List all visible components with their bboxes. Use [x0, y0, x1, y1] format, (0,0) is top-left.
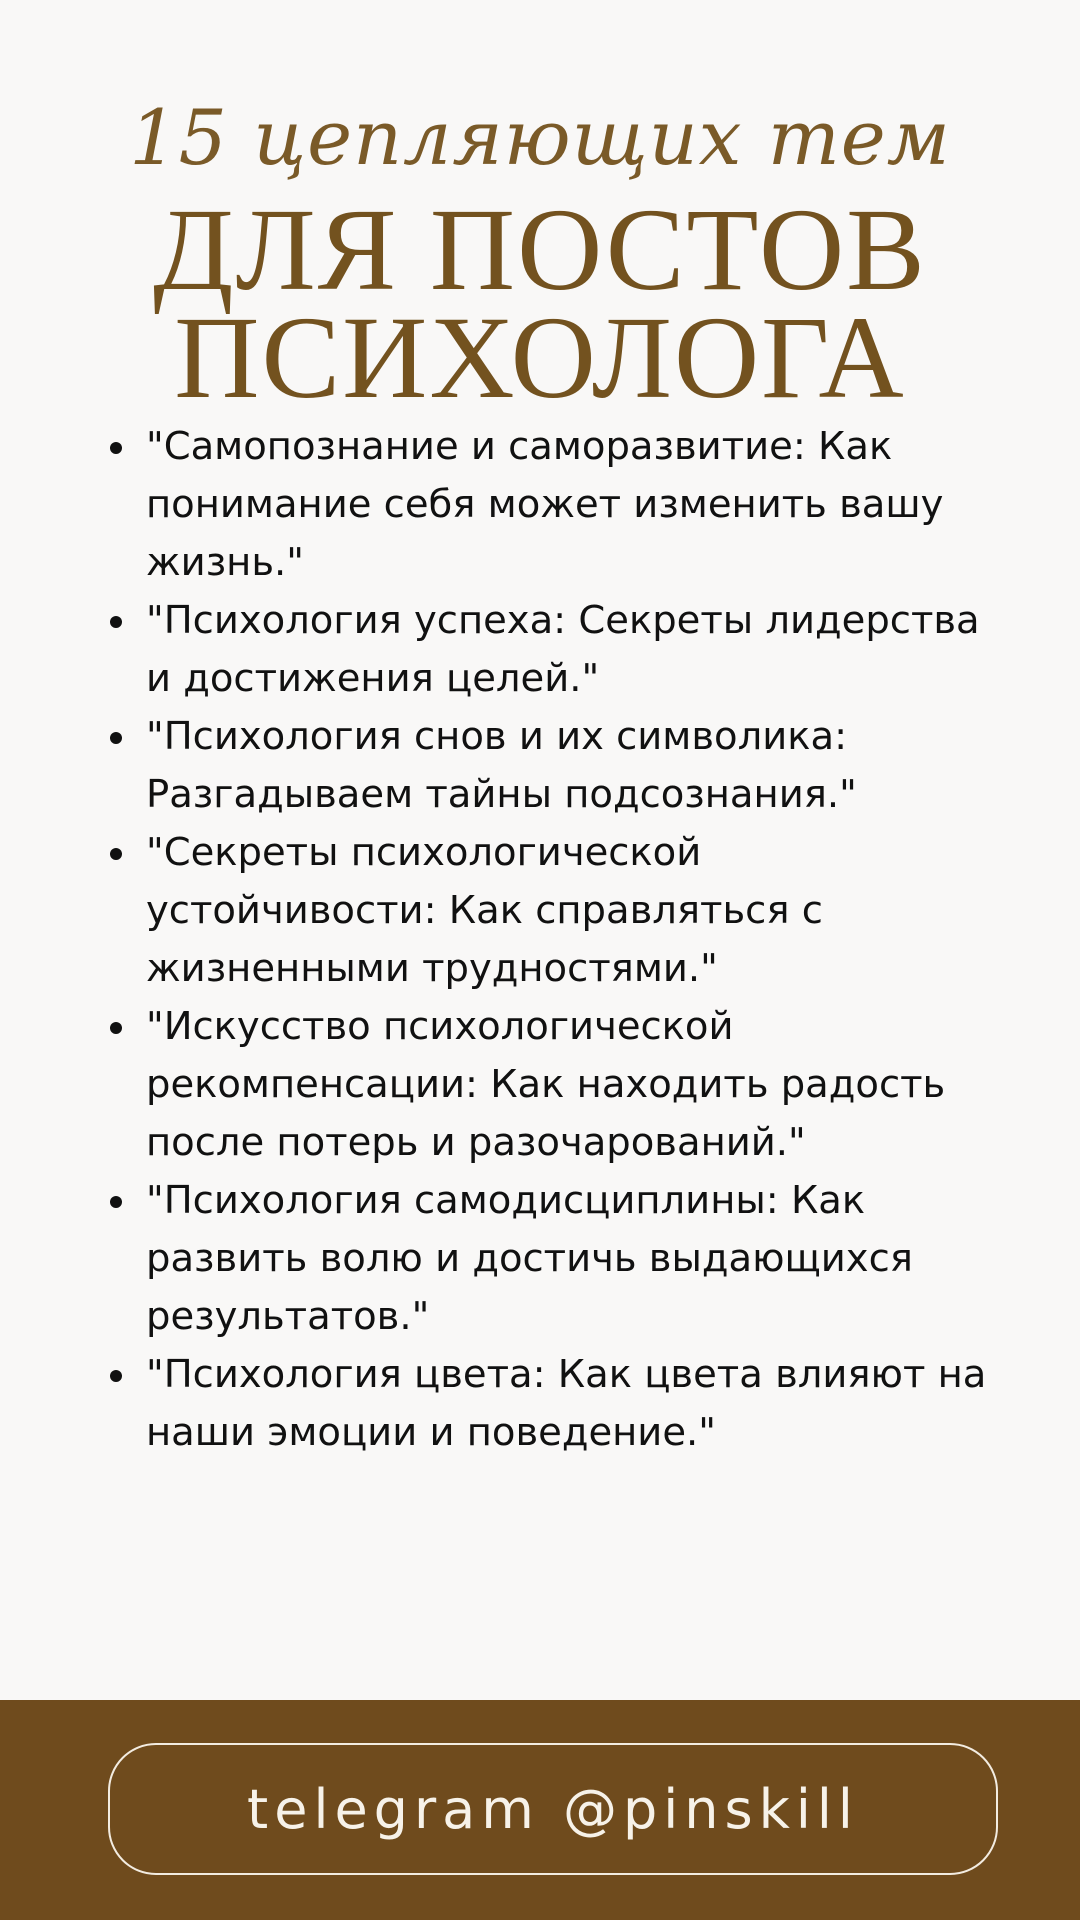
list-item	[100, 998, 1000, 1172]
bullet-icon	[110, 616, 122, 628]
list-item	[100, 824, 1000, 998]
topic-text: "Психология цвета: Как цвета влияют на наши эмоции и поведение."	[146, 1352, 987, 1455]
topic-text: "Искусство психологической рекомпенсации: Как находить радость после потерь и разочарований."	[146, 1004, 946, 1165]
list-item	[100, 708, 1000, 824]
topic-text: "Психология снов и их символика: Разгадываем тайны подсознания."	[146, 714, 857, 817]
main-title-line-1: ДЛЯ ПОСТОВ	[153, 184, 927, 315]
bullet-icon	[110, 1370, 122, 1382]
telegram-link-button[interactable]	[108, 1743, 998, 1875]
topic-text: "Психология самодисциплины: Как развить волю и достичь выдающихся результатов."	[146, 1178, 913, 1339]
list-item	[100, 418, 1000, 592]
footer-bar	[0, 1700, 1080, 1920]
list-item	[100, 1172, 1000, 1346]
topic-text: "Секреты психологической устойчивости: Как справляться с жизненными трудностями."	[146, 830, 823, 991]
header	[0, 90, 1080, 423]
telegram-handle: telegram @pinskill	[247, 1777, 859, 1841]
script-title: 15 цепляющих тем	[129, 93, 951, 182]
bullet-icon	[110, 442, 122, 454]
main-title-line-2: ПСИХОЛОГА	[174, 292, 906, 423]
topic-text: "Самопознание и саморазвитие: Как понимание себя может изменить вашу жизнь."	[146, 424, 944, 585]
bullet-icon	[110, 1022, 122, 1034]
list-item	[100, 592, 1000, 708]
topics-list	[100, 418, 1000, 1462]
main-title	[0, 184, 1080, 423]
bullet-icon	[110, 732, 122, 744]
bullet-icon	[110, 848, 122, 860]
topic-text: "Психология успеха: Секреты лидерства и достижения целей."	[146, 598, 980, 701]
list-item	[100, 1346, 1000, 1462]
bullet-icon	[110, 1196, 122, 1208]
